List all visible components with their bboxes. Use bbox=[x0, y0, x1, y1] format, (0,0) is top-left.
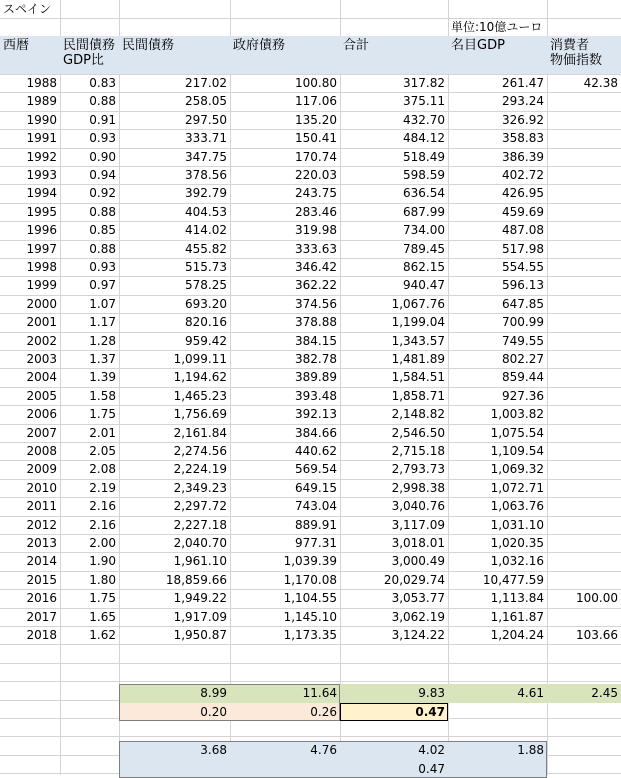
value-cell: 392.79 bbox=[185, 186, 227, 201]
column-header-line: 物価指数 bbox=[550, 53, 603, 68]
value-cell: 1,161.87 bbox=[490, 609, 544, 624]
value-cell: 1.90 bbox=[89, 554, 116, 569]
value-cell: 0.97 bbox=[89, 278, 116, 293]
value-cell: 484.12 bbox=[403, 131, 445, 146]
value-cell: 1.80 bbox=[89, 572, 116, 587]
year-cell: 2015 bbox=[26, 572, 57, 587]
value-cell: 0.88 bbox=[89, 94, 116, 109]
value-cell: 1,917.09 bbox=[173, 609, 227, 624]
value-cell: 2,297.72 bbox=[173, 499, 227, 514]
column-header bbox=[60, 36, 119, 74]
value-cell: 598.59 bbox=[403, 168, 445, 182]
value-cell: 515.73 bbox=[185, 260, 227, 274]
value-cell: 1,961.10 bbox=[173, 554, 227, 569]
value-cell: 1,099.11 bbox=[173, 352, 227, 366]
value-cell: 117.06 bbox=[295, 94, 337, 109]
year-cell: 2009 bbox=[26, 462, 57, 477]
value-cell: 2,161.84 bbox=[173, 425, 227, 440]
value-cell: 10,477.59 bbox=[482, 572, 544, 587]
value-cell: 42.38 bbox=[583, 76, 618, 90]
block-border bbox=[119, 741, 547, 778]
year-cell: 2003 bbox=[26, 352, 57, 366]
column-header-line: 消費者 bbox=[550, 38, 590, 53]
value-cell: 1,465.23 bbox=[173, 388, 227, 403]
value-cell: 2,793.73 bbox=[391, 462, 445, 477]
year-cell: 2002 bbox=[26, 333, 57, 348]
value-cell: 1.28 bbox=[89, 333, 116, 348]
value-cell: 2,274.56 bbox=[173, 444, 227, 458]
value-cell: 517.98 bbox=[502, 241, 544, 256]
year-cell: 2014 bbox=[26, 554, 57, 569]
year-cell: 2010 bbox=[26, 480, 57, 495]
value-cell: 700.99 bbox=[502, 315, 544, 330]
value-cell: 554.55 bbox=[502, 260, 544, 274]
value-cell: 378.88 bbox=[295, 315, 337, 330]
year-cell: 1997 bbox=[26, 241, 57, 256]
summary-orange-cell: 0.26 bbox=[310, 704, 337, 719]
summary-green-cell: 8.99 bbox=[200, 686, 227, 701]
value-cell: 459.69 bbox=[502, 204, 544, 219]
value-cell: 0.93 bbox=[89, 260, 116, 274]
value-cell: 2,715.18 bbox=[391, 444, 445, 458]
value-cell: 693.20 bbox=[185, 296, 227, 311]
value-cell: 3,117.09 bbox=[391, 517, 445, 532]
year-cell: 2008 bbox=[26, 444, 57, 458]
value-cell: 297.50 bbox=[185, 112, 227, 127]
value-cell: 3,124.22 bbox=[391, 628, 445, 642]
value-cell: 3,040.76 bbox=[391, 499, 445, 514]
value-cell: 647.85 bbox=[502, 296, 544, 311]
sheet-title: スペイン bbox=[3, 2, 52, 16]
value-cell: 1,199.04 bbox=[391, 315, 445, 330]
value-cell: 1.58 bbox=[89, 388, 116, 403]
summary-blue-cell: 4.76 bbox=[310, 743, 337, 758]
column-header-line: 民間債務 bbox=[63, 38, 116, 53]
column-header bbox=[340, 36, 448, 74]
value-cell: 382.78 bbox=[295, 352, 337, 366]
value-cell: 0.94 bbox=[89, 168, 116, 182]
year-cell: 2016 bbox=[26, 591, 57, 606]
value-cell: 1.62 bbox=[89, 628, 116, 642]
value-cell: 347.75 bbox=[185, 149, 227, 164]
value-cell: 0.83 bbox=[89, 76, 116, 90]
value-cell: 2.01 bbox=[89, 425, 116, 440]
value-cell: 1,194.62 bbox=[173, 370, 227, 385]
value-cell: 749.55 bbox=[502, 333, 544, 348]
value-cell: 596.13 bbox=[502, 278, 544, 293]
year-cell: 2005 bbox=[26, 388, 57, 403]
selected-cell-border bbox=[340, 703, 448, 721]
value-cell: 687.99 bbox=[403, 204, 445, 219]
value-cell: 1.75 bbox=[89, 591, 116, 606]
value-cell: 977.31 bbox=[295, 536, 337, 550]
value-cell: 150.41 bbox=[295, 131, 337, 146]
column-header-line: 西暦 bbox=[3, 38, 30, 53]
year-cell: 1988 bbox=[26, 76, 57, 90]
value-cell: 734.00 bbox=[403, 223, 445, 238]
year-cell: 2017 bbox=[26, 609, 57, 624]
value-cell: 820.16 bbox=[185, 315, 227, 330]
value-cell: 1.65 bbox=[89, 609, 116, 624]
value-cell: 1.39 bbox=[89, 370, 116, 385]
value-cell: 2.19 bbox=[89, 480, 116, 495]
value-cell: 358.83 bbox=[502, 131, 544, 146]
year-cell: 1995 bbox=[26, 204, 57, 219]
value-cell: 649.15 bbox=[295, 480, 337, 495]
value-cell: 346.42 bbox=[295, 260, 337, 274]
value-cell: 333.63 bbox=[295, 241, 337, 256]
column-header bbox=[448, 36, 547, 74]
value-cell: 1,003.82 bbox=[490, 407, 544, 422]
value-cell: 1,075.54 bbox=[490, 425, 544, 440]
value-cell: 0.90 bbox=[89, 149, 116, 164]
unit-label: 単位:10億ユーロ bbox=[451, 20, 543, 34]
value-cell: 384.15 bbox=[295, 333, 337, 348]
value-cell: 1,481.89 bbox=[391, 352, 445, 366]
value-cell: 0.88 bbox=[89, 241, 116, 256]
value-cell: 333.71 bbox=[185, 131, 227, 146]
value-cell: 636.54 bbox=[403, 186, 445, 201]
value-cell: 743.04 bbox=[295, 499, 337, 514]
summary-green-cell: 9.83 bbox=[418, 686, 445, 701]
column-header-line: GDP比 bbox=[63, 53, 104, 68]
value-cell: 2,546.50 bbox=[391, 425, 445, 440]
value-cell: 0.93 bbox=[89, 131, 116, 146]
year-cell: 1990 bbox=[26, 112, 57, 127]
year-cell: 2011 bbox=[26, 499, 57, 514]
value-cell: 18,859.66 bbox=[165, 572, 227, 587]
year-cell: 1992 bbox=[26, 149, 57, 164]
value-cell: 1,072.71 bbox=[490, 480, 544, 495]
summary-blue-cell: 3.68 bbox=[200, 743, 227, 758]
value-cell: 2.05 bbox=[89, 444, 116, 458]
column-header bbox=[119, 36, 230, 74]
value-cell: 487.08 bbox=[502, 223, 544, 238]
value-cell: 1,020.35 bbox=[490, 536, 544, 550]
value-cell: 862.15 bbox=[403, 260, 445, 274]
value-cell: 426.95 bbox=[502, 186, 544, 201]
value-cell: 578.25 bbox=[185, 278, 227, 293]
year-cell: 1991 bbox=[26, 131, 57, 146]
summary-blue-cell: 1.88 bbox=[517, 743, 544, 758]
column-header-line: 政府債務 bbox=[233, 38, 286, 53]
column-header-line: 合計 bbox=[343, 38, 370, 53]
value-cell: 1,584.51 bbox=[391, 370, 445, 385]
value-cell: 1,104.55 bbox=[283, 591, 337, 606]
value-cell: 802.27 bbox=[502, 352, 544, 366]
value-cell: 261.47 bbox=[502, 76, 544, 90]
value-cell: 1,063.76 bbox=[490, 499, 544, 514]
value-cell: 384.66 bbox=[295, 425, 337, 440]
value-cell: 135.20 bbox=[295, 112, 337, 127]
value-cell: 393.48 bbox=[295, 388, 337, 403]
value-cell: 1,032.16 bbox=[490, 554, 544, 569]
value-cell: 389.89 bbox=[295, 370, 337, 385]
year-cell: 1993 bbox=[26, 168, 57, 182]
value-cell: 258.05 bbox=[185, 94, 227, 109]
value-cell: 0.91 bbox=[89, 112, 116, 127]
value-cell: 170.74 bbox=[295, 149, 337, 164]
value-cell: 2,148.82 bbox=[391, 407, 445, 422]
value-cell: 455.82 bbox=[185, 241, 227, 256]
value-cell: 3,053.77 bbox=[391, 591, 445, 606]
column-header bbox=[230, 36, 340, 74]
value-cell: 1,950.87 bbox=[173, 628, 227, 642]
value-cell: 1,949.22 bbox=[173, 591, 227, 606]
year-cell: 1998 bbox=[26, 260, 57, 274]
value-cell: 2,224.19 bbox=[173, 462, 227, 477]
value-cell: 386.39 bbox=[502, 149, 544, 164]
year-cell: 2018 bbox=[26, 628, 57, 642]
value-cell: 1.17 bbox=[89, 315, 116, 330]
value-cell: 402.72 bbox=[502, 168, 544, 182]
value-cell: 2.00 bbox=[89, 536, 116, 550]
grid-line bbox=[0, 736, 621, 737]
column-header-line: 名目GDP bbox=[451, 38, 505, 53]
value-cell: 3,018.01 bbox=[391, 536, 445, 550]
value-cell: 3,000.49 bbox=[391, 554, 445, 569]
year-cell: 2004 bbox=[26, 370, 57, 385]
value-cell: 2.16 bbox=[89, 499, 116, 514]
value-cell: 2.16 bbox=[89, 517, 116, 532]
value-cell: 859.44 bbox=[502, 370, 544, 385]
column-header bbox=[547, 36, 621, 74]
summary-green-cell: 2.45 bbox=[591, 686, 618, 701]
value-cell: 0.88 bbox=[89, 204, 116, 219]
value-cell: 378.56 bbox=[185, 168, 227, 182]
summary-green-cell: 4.61 bbox=[517, 686, 544, 701]
summary-green-cell: 11.64 bbox=[302, 686, 337, 701]
year-cell: 1994 bbox=[26, 186, 57, 201]
value-cell: 940.47 bbox=[403, 278, 445, 293]
value-cell: 3,062.19 bbox=[391, 609, 445, 624]
year-cell: 2006 bbox=[26, 407, 57, 422]
value-cell: 1,031.10 bbox=[490, 517, 544, 532]
value-cell: 1,113.84 bbox=[490, 591, 544, 606]
value-cell: 1,145.10 bbox=[283, 609, 337, 624]
value-cell: 1,069.32 bbox=[490, 462, 544, 477]
value-cell: 220.03 bbox=[295, 168, 337, 182]
value-cell: 0.85 bbox=[89, 223, 116, 238]
value-cell: 1,204.24 bbox=[490, 628, 544, 642]
value-cell: 326.92 bbox=[502, 112, 544, 127]
value-cell: 1.75 bbox=[89, 407, 116, 422]
value-cell: 2.08 bbox=[89, 462, 116, 477]
value-cell: 569.54 bbox=[295, 462, 337, 477]
value-cell: 2,040.70 bbox=[173, 536, 227, 550]
value-cell: 440.62 bbox=[295, 444, 337, 458]
value-cell: 2,349.23 bbox=[173, 480, 227, 495]
value-cell: 100.80 bbox=[295, 76, 337, 90]
value-cell: 362.22 bbox=[295, 278, 337, 293]
value-cell: 1.07 bbox=[89, 296, 116, 311]
value-cell: 1,067.76 bbox=[391, 296, 445, 311]
value-cell: 414.02 bbox=[185, 223, 227, 238]
value-cell: 1,109.54 bbox=[490, 444, 544, 458]
value-cell: 2,227.18 bbox=[173, 517, 227, 532]
value-cell: 789.45 bbox=[403, 241, 445, 256]
summary-orange-cell: 0.20 bbox=[200, 704, 227, 719]
value-cell: 20,029.74 bbox=[383, 572, 445, 587]
value-cell: 1.37 bbox=[89, 352, 116, 366]
year-cell: 2012 bbox=[26, 517, 57, 532]
value-cell: 100.00 bbox=[576, 591, 618, 606]
summary-orange-cell: 0.47 bbox=[415, 704, 445, 719]
value-cell: 103.66 bbox=[576, 628, 618, 642]
year-cell: 1989 bbox=[26, 94, 57, 109]
value-cell: 1,756.69 bbox=[173, 407, 227, 422]
value-cell: 217.02 bbox=[185, 76, 227, 90]
grid-line bbox=[0, 681, 621, 682]
year-cell: 2007 bbox=[26, 425, 57, 440]
value-cell: 1,173.35 bbox=[283, 628, 337, 642]
value-cell: 959.42 bbox=[185, 333, 227, 348]
block-border bbox=[119, 684, 340, 721]
value-cell: 1,170.08 bbox=[283, 572, 337, 587]
summary-blue-cell: 0.47 bbox=[418, 761, 445, 776]
year-cell: 2001 bbox=[26, 315, 57, 330]
value-cell: 317.82 bbox=[403, 76, 445, 90]
value-cell: 1,039.39 bbox=[283, 554, 337, 569]
value-cell: 2,998.38 bbox=[391, 480, 445, 495]
value-cell: 374.56 bbox=[295, 296, 337, 311]
value-cell: 375.11 bbox=[403, 94, 445, 109]
year-cell: 1996 bbox=[26, 223, 57, 238]
value-cell: 0.92 bbox=[89, 186, 116, 201]
value-cell: 889.91 bbox=[295, 517, 337, 532]
value-cell: 1,858.71 bbox=[391, 388, 445, 403]
year-cell: 1999 bbox=[26, 278, 57, 293]
year-cell: 2000 bbox=[26, 296, 57, 311]
grid-line bbox=[0, 663, 621, 664]
value-cell: 927.36 bbox=[502, 388, 544, 403]
value-cell: 518.49 bbox=[403, 149, 445, 164]
value-cell: 392.13 bbox=[295, 407, 337, 422]
value-cell: 293.24 bbox=[502, 94, 544, 109]
value-cell: 404.53 bbox=[185, 204, 227, 219]
value-cell: 243.75 bbox=[295, 186, 337, 201]
value-cell: 432.70 bbox=[403, 112, 445, 127]
value-cell: 283.46 bbox=[295, 204, 337, 219]
column-header bbox=[0, 36, 60, 74]
value-cell: 319.98 bbox=[295, 223, 337, 238]
grid-line bbox=[0, 644, 621, 645]
value-cell: 1,343.57 bbox=[391, 333, 445, 348]
summary-blue-cell: 4.02 bbox=[418, 743, 445, 758]
column-header-line: 民間債務 bbox=[122, 38, 175, 53]
year-cell: 2013 bbox=[26, 536, 57, 550]
